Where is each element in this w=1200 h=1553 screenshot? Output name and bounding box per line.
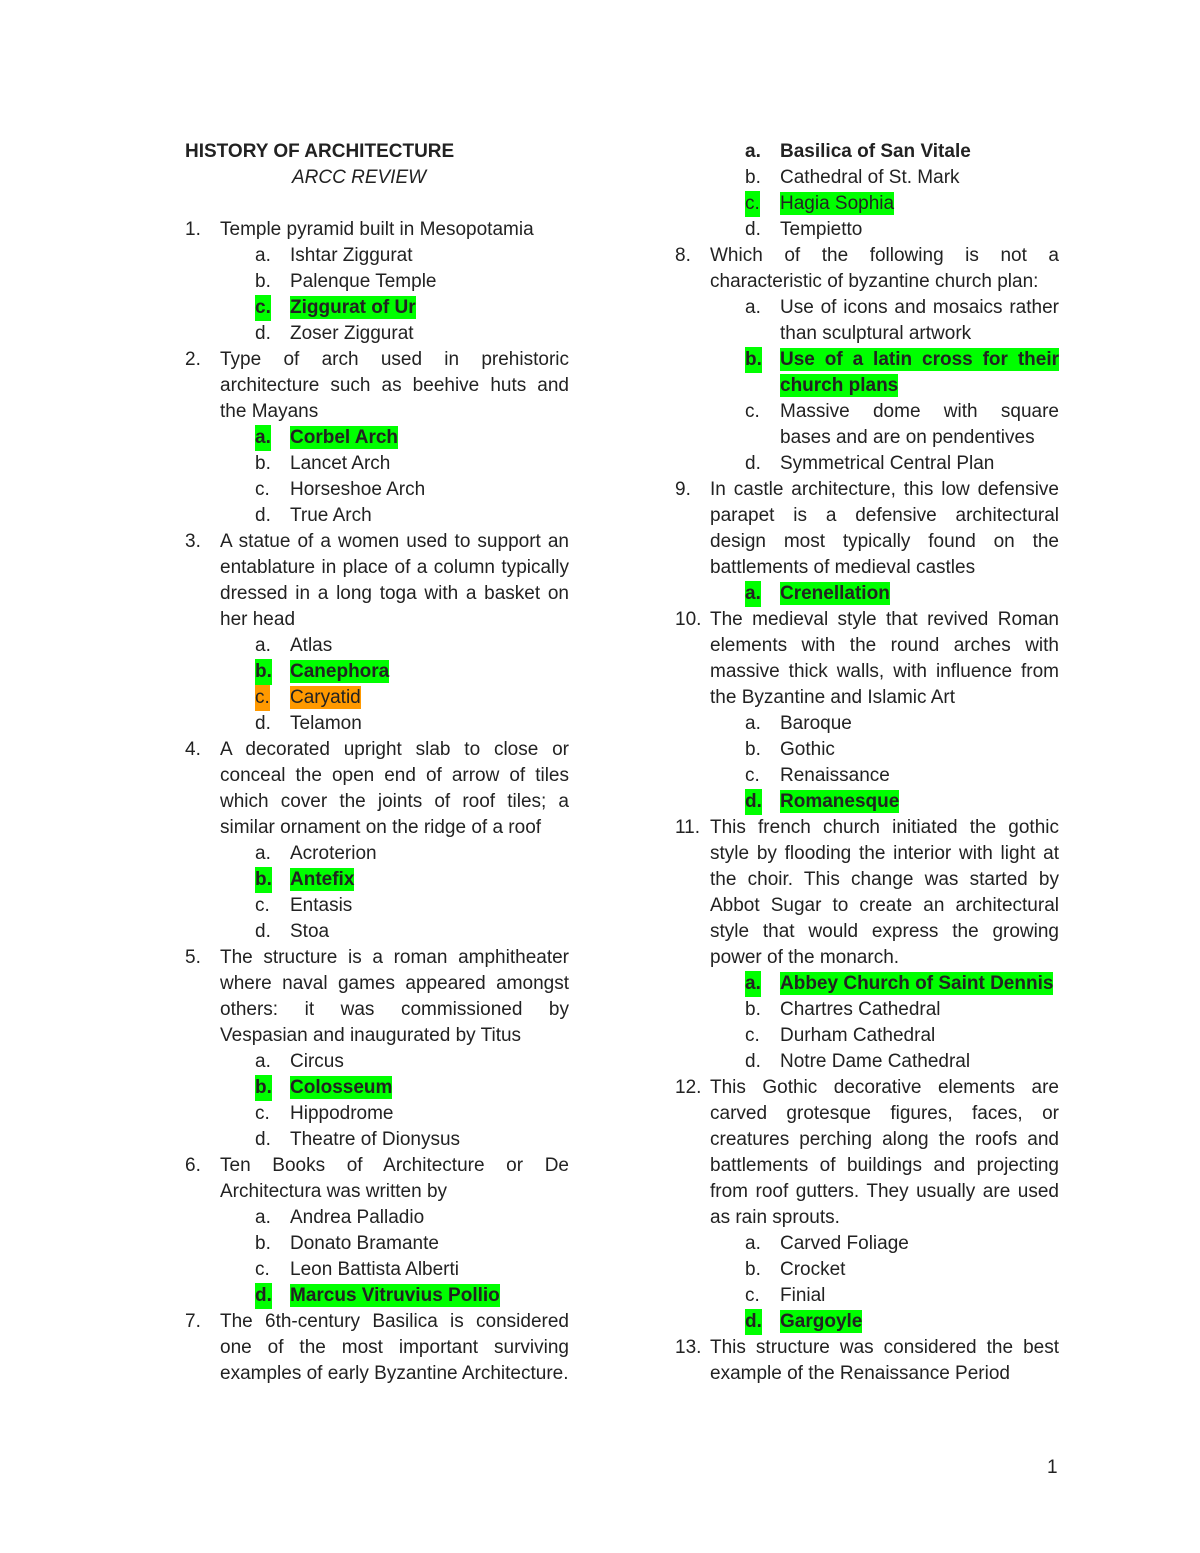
option-text: Carved Foliage bbox=[780, 1233, 909, 1254]
option-text: Circus bbox=[290, 1051, 344, 1072]
option-text: Hagia Sophia bbox=[780, 193, 895, 214]
question-text: The 6th-century Basilica is considered one of the most important surviving examples of early Byzantine Architecture. bbox=[220, 1311, 569, 1384]
question-number: 10. bbox=[675, 609, 702, 630]
option-letter: c. bbox=[255, 479, 270, 500]
question-list-right bbox=[675, 139, 1059, 1387]
option-letter: a. bbox=[745, 1233, 761, 1254]
option-letter: d. bbox=[745, 453, 761, 474]
answer-option bbox=[675, 971, 1059, 997]
option-letter: c. bbox=[745, 1285, 760, 1306]
question-text: Temple pyramid built in Mesopotamia bbox=[220, 219, 534, 240]
option-text: Cathedral of St. Mark bbox=[780, 167, 960, 188]
option-text: Andrea Palladio bbox=[290, 1207, 425, 1228]
option-letter: c. bbox=[255, 1259, 270, 1280]
answer-option bbox=[185, 243, 569, 269]
question-number: 6. bbox=[185, 1155, 201, 1176]
option-text: Ishtar Ziggurat bbox=[290, 245, 413, 266]
option-text: Baroque bbox=[780, 713, 852, 734]
answer-option bbox=[185, 685, 569, 711]
question-number: 9. bbox=[675, 479, 691, 500]
answer-option bbox=[675, 1231, 1059, 1257]
question-number: 13. bbox=[675, 1337, 702, 1358]
option-text: Romanesque bbox=[780, 791, 900, 812]
question-number: 1. bbox=[185, 219, 201, 240]
answer-option bbox=[185, 1231, 569, 1257]
option-text: Tempietto bbox=[780, 219, 863, 240]
question-item bbox=[185, 1309, 569, 1387]
option-letter: b. bbox=[745, 1259, 761, 1280]
answer-option bbox=[675, 1257, 1059, 1283]
option-letter: a. bbox=[745, 141, 761, 162]
option-text: Gothic bbox=[780, 739, 835, 760]
option-letter: d. bbox=[255, 505, 271, 526]
answer-option bbox=[675, 789, 1059, 815]
answer-option bbox=[675, 399, 1059, 451]
question-number: 11. bbox=[675, 817, 701, 838]
option-text: Renaissance bbox=[780, 765, 890, 786]
answer-option bbox=[185, 1205, 569, 1231]
option-text: Leon Battista Alberti bbox=[290, 1259, 459, 1280]
option-letter: b. bbox=[255, 1233, 271, 1254]
answer-option bbox=[185, 451, 569, 477]
answer-option bbox=[675, 217, 1059, 243]
option-letter: d. bbox=[745, 1051, 761, 1072]
question-item bbox=[185, 737, 569, 841]
question-number: 2. bbox=[185, 349, 201, 370]
question-item bbox=[185, 945, 569, 1049]
question-item bbox=[675, 477, 1059, 581]
option-letter: a. bbox=[255, 635, 271, 656]
question-item bbox=[185, 347, 569, 425]
option-text: Symmetrical Central Plan bbox=[780, 453, 995, 474]
answer-option bbox=[185, 477, 569, 503]
option-letter: b. bbox=[255, 1075, 272, 1101]
question-item bbox=[675, 243, 1059, 295]
option-letter: b. bbox=[745, 167, 761, 188]
option-letter: c. bbox=[745, 191, 760, 217]
option-text: Theatre of Dionysus bbox=[290, 1129, 461, 1150]
option-letter: b. bbox=[255, 659, 272, 685]
question-text: Type of arch used in prehistoric architecture such as beehive huts and the Mayans bbox=[220, 349, 569, 422]
answer-option bbox=[185, 321, 569, 347]
option-letter: a. bbox=[745, 297, 761, 318]
answer-option bbox=[185, 1101, 569, 1127]
document-subtitle: ARCC REVIEW bbox=[292, 167, 427, 188]
option-letter: d. bbox=[745, 789, 762, 815]
right-column bbox=[675, 139, 1059, 1387]
question-number: 8. bbox=[675, 245, 691, 266]
answer-option bbox=[185, 711, 569, 737]
answer-option bbox=[185, 425, 569, 451]
option-letter: c. bbox=[745, 1025, 760, 1046]
question-list-left bbox=[185, 217, 569, 1387]
answer-option bbox=[675, 139, 1059, 165]
answer-option bbox=[675, 711, 1059, 737]
option-text: Atlas bbox=[290, 635, 333, 656]
option-letter: d. bbox=[255, 1129, 271, 1150]
option-text: Entasis bbox=[290, 895, 353, 916]
answer-option bbox=[675, 1309, 1059, 1335]
option-text: Use of icons and mosaics rather than sculptural artwork bbox=[780, 297, 1059, 344]
question-text: In castle architecture, this low defensive parapet is a defensive architectural design most typically found on the battlements of medieval castles bbox=[710, 479, 1059, 578]
answer-option bbox=[185, 295, 569, 321]
option-text: Palenque Temple bbox=[290, 271, 437, 292]
question-item bbox=[185, 529, 569, 633]
question-text: The structure is a roman amphitheater where naval games appeared amongst others: it was commissioned by Vespasian and inaugurated by Titus bbox=[220, 947, 569, 1046]
question-number: 4. bbox=[185, 739, 201, 760]
document-title: HISTORY OF ARCHITECTURE bbox=[185, 141, 455, 162]
answer-option bbox=[185, 1049, 569, 1075]
option-letter: c. bbox=[255, 1103, 270, 1124]
option-text: Donato Bramante bbox=[290, 1233, 439, 1254]
option-letter: a. bbox=[255, 425, 271, 451]
answer-option bbox=[675, 763, 1059, 789]
spacer bbox=[185, 191, 569, 217]
question-item bbox=[675, 1335, 1059, 1387]
option-text: Corbel Arch bbox=[290, 427, 399, 448]
question-number: 3. bbox=[185, 531, 201, 552]
option-letter: b. bbox=[745, 739, 761, 760]
answer-option bbox=[185, 503, 569, 529]
left-column bbox=[185, 139, 569, 1387]
option-text: Massive dome with square bases and are on pendentives bbox=[780, 401, 1059, 448]
answer-option bbox=[185, 867, 569, 893]
option-letter: d. bbox=[255, 713, 271, 734]
answer-option bbox=[675, 737, 1059, 763]
option-letter: a. bbox=[255, 843, 271, 864]
option-text: Notre Dame Cathedral bbox=[780, 1051, 971, 1072]
question-text: This french church initiated the gothic style by flooding the interior with light at the choir. This change was started by Abbot Sugar to create an architectural style that would express the growing power of the monarch. bbox=[710, 817, 1059, 968]
question-item bbox=[675, 815, 1059, 971]
option-text: Zoser Ziggurat bbox=[290, 323, 414, 344]
option-letter: c. bbox=[255, 685, 270, 711]
option-text: Finial bbox=[780, 1285, 826, 1306]
option-text: Stoa bbox=[290, 921, 330, 942]
option-text: Ziggurat of Ur bbox=[290, 297, 416, 318]
answer-option bbox=[185, 659, 569, 685]
answer-option bbox=[675, 581, 1059, 607]
answer-option bbox=[185, 269, 569, 295]
page-number: 1 bbox=[1047, 1457, 1058, 1478]
answer-option bbox=[185, 1127, 569, 1153]
question-item bbox=[675, 1075, 1059, 1231]
option-letter: a. bbox=[745, 971, 761, 997]
option-letter: a. bbox=[255, 1051, 271, 1072]
question-text: This Gothic decorative elements are carved grotesque figures, faces, or creatures perching along the roofs and battlements of buildings and projecting from roof gutters. They usually are used as rain sprouts. bbox=[710, 1077, 1059, 1228]
answer-option bbox=[675, 347, 1059, 399]
option-text: Lancet Arch bbox=[290, 453, 391, 474]
option-letter: b. bbox=[255, 453, 271, 474]
option-text: Antefix bbox=[290, 869, 355, 890]
option-letter: c. bbox=[745, 401, 760, 422]
option-text: Telamon bbox=[290, 713, 362, 734]
option-letter: d. bbox=[745, 1309, 762, 1335]
option-text: Gargoyle bbox=[780, 1311, 863, 1332]
option-letter: d. bbox=[255, 921, 271, 942]
option-letter: a. bbox=[255, 245, 271, 266]
answer-option bbox=[185, 1075, 569, 1101]
option-text: Horseshoe Arch bbox=[290, 479, 426, 500]
option-text: Marcus Vitruvius Pollio bbox=[290, 1285, 500, 1306]
option-letter: b. bbox=[255, 867, 272, 893]
option-text: Chartres Cathedral bbox=[780, 999, 941, 1020]
answer-option bbox=[675, 1049, 1059, 1075]
answer-option bbox=[185, 1257, 569, 1283]
option-letter: b. bbox=[255, 271, 271, 292]
option-text: Acroterion bbox=[290, 843, 377, 864]
option-text: True Arch bbox=[290, 505, 372, 526]
option-text: Durham Cathedral bbox=[780, 1025, 936, 1046]
option-letter: c. bbox=[255, 295, 271, 321]
answer-option bbox=[185, 1283, 569, 1309]
option-letter: c. bbox=[745, 765, 760, 786]
answer-option bbox=[185, 633, 569, 659]
answer-option bbox=[675, 1283, 1059, 1309]
answer-option bbox=[185, 893, 569, 919]
question-text: Which of the following is not a characteristic of byzantine church plan: bbox=[710, 245, 1059, 292]
option-letter: d. bbox=[255, 1283, 272, 1309]
question-text: This structure was considered the best example of the Renaissance Period bbox=[710, 1337, 1059, 1384]
question-text: The medieval style that revived Roman elements with the round arches with massive thick walls, with influence from the Byzantine and Islamic Art bbox=[710, 609, 1059, 708]
question-text: A statue of a women used to support an entablature in place of a column typically dressed in a long toga with a basket on her head bbox=[220, 531, 569, 630]
option-text: Abbey Church of Saint Dennis bbox=[780, 973, 1054, 994]
answer-option bbox=[675, 997, 1059, 1023]
question-number: 5. bbox=[185, 947, 201, 968]
option-letter: b. bbox=[745, 347, 762, 373]
question-item bbox=[185, 217, 569, 243]
answer-option bbox=[675, 191, 1059, 217]
answer-option bbox=[675, 451, 1059, 477]
option-letter: d. bbox=[745, 219, 761, 240]
option-text: Canephora bbox=[290, 661, 390, 682]
option-letter: a. bbox=[745, 713, 761, 734]
question-text: Ten Books of Architecture or De Architectura was written by bbox=[220, 1155, 569, 1202]
option-text: Colosseum bbox=[290, 1077, 393, 1098]
option-text: Basilica of San Vitale bbox=[780, 141, 971, 162]
option-text: Crenellation bbox=[780, 583, 890, 604]
option-text: Hippodrome bbox=[290, 1103, 394, 1124]
question-text: A decorated upright slab to close or conceal the open end of arrow of tiles which cover the joints of roof tiles; a similar ornament on the ridge of a roof bbox=[220, 739, 569, 838]
option-text: Caryatid bbox=[290, 687, 361, 708]
answer-option bbox=[675, 165, 1059, 191]
option-letter: d. bbox=[255, 323, 271, 344]
question-number: 7. bbox=[185, 1311, 201, 1332]
option-letter: a. bbox=[745, 581, 761, 607]
option-letter: a. bbox=[255, 1207, 271, 1228]
option-text: Crocket bbox=[780, 1259, 846, 1280]
answer-option bbox=[185, 919, 569, 945]
question-number: 12. bbox=[675, 1077, 702, 1098]
option-text: Use of a latin cross for their church plans bbox=[780, 349, 1059, 396]
option-letter: c. bbox=[255, 895, 270, 916]
option-letter: b. bbox=[745, 999, 761, 1020]
answer-option bbox=[675, 1023, 1059, 1049]
answer-option bbox=[675, 295, 1059, 347]
answer-option bbox=[185, 841, 569, 867]
question-item bbox=[675, 607, 1059, 711]
question-item bbox=[185, 1153, 569, 1205]
